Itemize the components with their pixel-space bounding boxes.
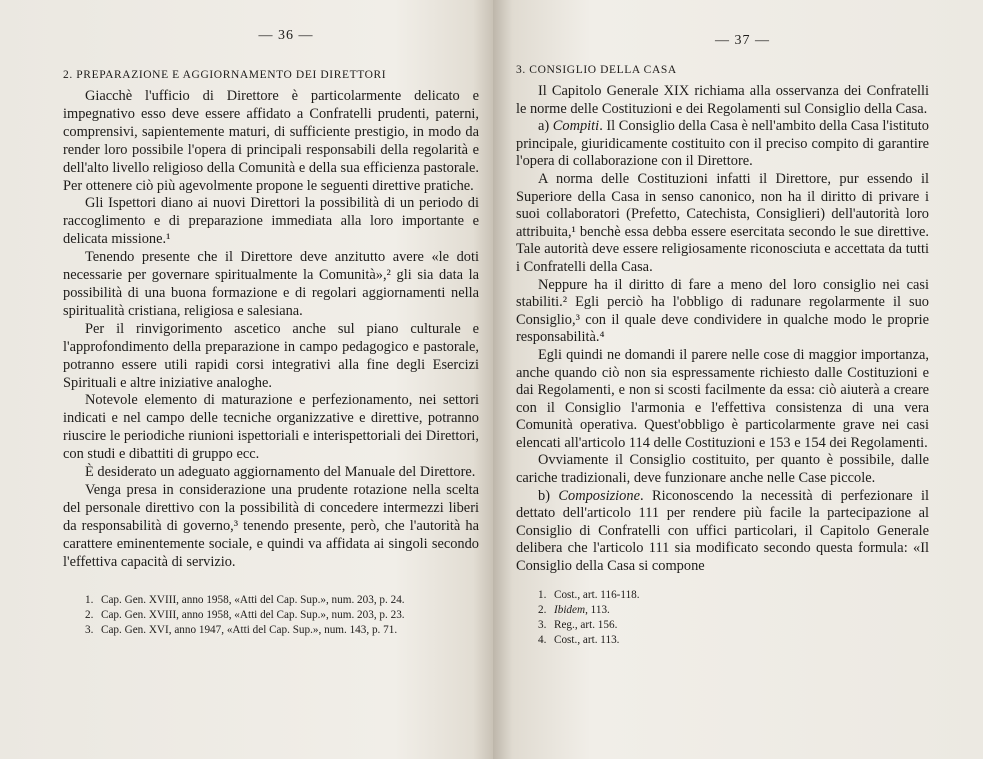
- footnote: 3. Reg., art. 156.: [538, 618, 618, 631]
- page-number: — 37 —: [715, 33, 770, 48]
- paragraph: A norma delle Costituzioni infatti il Direttore, pur essendo il Superiore della Casa in senso canonico, non ha il diritto di privare i suoi collaboratori (Prefetto, Catechista, Consiglieri) dell'autorità loro attribuita,¹ benchè essa debba essere esercitata secondo le sue direttive. Tale autorità deve essere religiosamente riconosciuta e accettata da tutti i Confratelli della Casa.: [516, 170, 929, 275]
- paragraph: Ovviamente il Consiglio costituito, per quanto è possibile, dalle cariche tradizionali, deve funzionare anche nelle Case piccole.: [516, 452, 929, 487]
- footnote: 2. Cap. Gen. XVIII, anno 1958, «Atti del Cap. Sup.», num. 203, p. 23.: [85, 609, 405, 622]
- paragraph: Venga presa in considerazione una prudente rotazione nella scelta del personale direttivo con la possibilità di concedere intermezzi liberi da responsabilità di governo,³ tenendo presente, però, che l'autorità ha carattere eminentemente sociale, e quindi va affidata ai singoli secondo l'effettiva capacità di servizio.: [63, 481, 479, 570]
- paragraph: Tenendo presente che il Direttore deve anzitutto avere «le doti necessarie per governare spiritualmente la Comunità»,² gli sia data la possibilità di una buona formazione e di regolari aggiornamenti nella spiritualità cristiana, religiosa e salesiana.: [63, 249, 479, 319]
- paragraph: Notevole elemento di maturazione e perfezionamento, nei settori indicati e nel campo delle tecniche organizzative e direttive, potranno riuscire le periodiche riunioni ispettoriali e interispettoriali dei Direttori, con studi e dibattiti di gruppo ecc.: [63, 392, 479, 463]
- paragraph: Gli Ispettori diano ai nuovi Direttori la possibilità di un periodo di raccoglimento e di preparazione immediata alla loro importante e delicata missione.¹: [63, 195, 479, 248]
- footnote: 1. Cap. Gen. XVIII, anno 1958, «Atti del Cap. Sup.», num. 203, p. 24.: [85, 594, 405, 607]
- paragraph: Il Capitolo Generale XIX richiama alla osservanza dei Confratelli le norme delle Costituzioni e dei Regolamenti sul Consiglio della Casa.: [516, 83, 929, 117]
- paragraph: Egli quindi ne domandi il parere nelle cose di maggior importanza, anche quando ciò non sia espressamente richiesto dalle Costituzioni e dai Regolamenti, e non si scosti facilmente da essa: ciò aiuterà a creare con il Consiglio l'armonia e l'effettiva consistenza di una vera Comunità operativa. Quest'obbligo è particolarmente grave nei casi elencati all'articolo 114 delle Costituzioni e 153 e 154 dei Regolamenti.: [516, 346, 929, 451]
- section-heading: 2. PREPARAZIONE E AGGIORNAMENTO DEI DIRETTORI: [63, 69, 387, 81]
- footnote: 2. Ibidem, 113.: [538, 603, 610, 616]
- paragraph: b) Composizione. Riconoscendo la necessità di perfezionare il dettato dell'articolo 111 per rendere più facile la partecipazione al Consiglio di Confratelli con uffici particolari, il Capitolo Generale delibera che l'articolo 111 sia modificato secondo questa formula: «Il Consiglio della Casa si compone: [516, 487, 929, 575]
- right-page: [493, 0, 983, 759]
- footnotes: [63, 593, 479, 638]
- paragraph: a) Compiti. Il Consiglio della Casa è nell'ambito della Casa l'istituto principale, giuridicamente costituito con il preciso compito di garantire l'opera di collaborazione con il Direttore.: [516, 118, 929, 170]
- paragraph: È desiderato un adeguato aggiornamento del Manuale del Direttore.: [85, 464, 476, 481]
- paragraph: Giacchè l'ufficio di Direttore è particolarmente delicato e impegnativo esso deve essere affidato a Confratelli prudenti, paterni, comprensivi, sapientemente maturi, di sufficiente prestigio, in modo da render loro possibile l'opera di principali responsabili della regolarità e dell'alto livello religioso della Comunità e della sua efficienza pastorale. Per ottenere ciò più agevolmente propone le seguenti direttive pratiche.: [63, 88, 479, 194]
- paragraph: Neppure ha il diritto di fare a meno del loro consiglio nei casi stabiliti.² Egli perciò ha l'obbligo di radunare regolarmente il suo Consiglio,³ con il quale deve condividere in qualche modo le proprie responsabilità.⁴: [516, 276, 929, 346]
- footnotes: [516, 588, 929, 648]
- footnote: 1. Cost., art. 116-118.: [538, 588, 640, 601]
- page-number: — 36 —: [258, 28, 314, 43]
- footnote: 4. Cost., art. 113.: [538, 633, 620, 646]
- section-heading: 3. CONSIGLIO DELLA CASA: [516, 64, 677, 76]
- paragraph: Per il rinvigorimento ascetico anche sul piano culturale e l'approfondimento della preparazione in campo pedagogico e pastorale, potranno essere utili rapidi corsi integrativi alla fine degli Esercizi Spirituali e altre iniziative analoghe.: [63, 320, 479, 391]
- footnote: 3. Cap. Gen. XVI, anno 1947, «Atti del Cap. Sup.», num. 143, p. 71.: [85, 624, 398, 637]
